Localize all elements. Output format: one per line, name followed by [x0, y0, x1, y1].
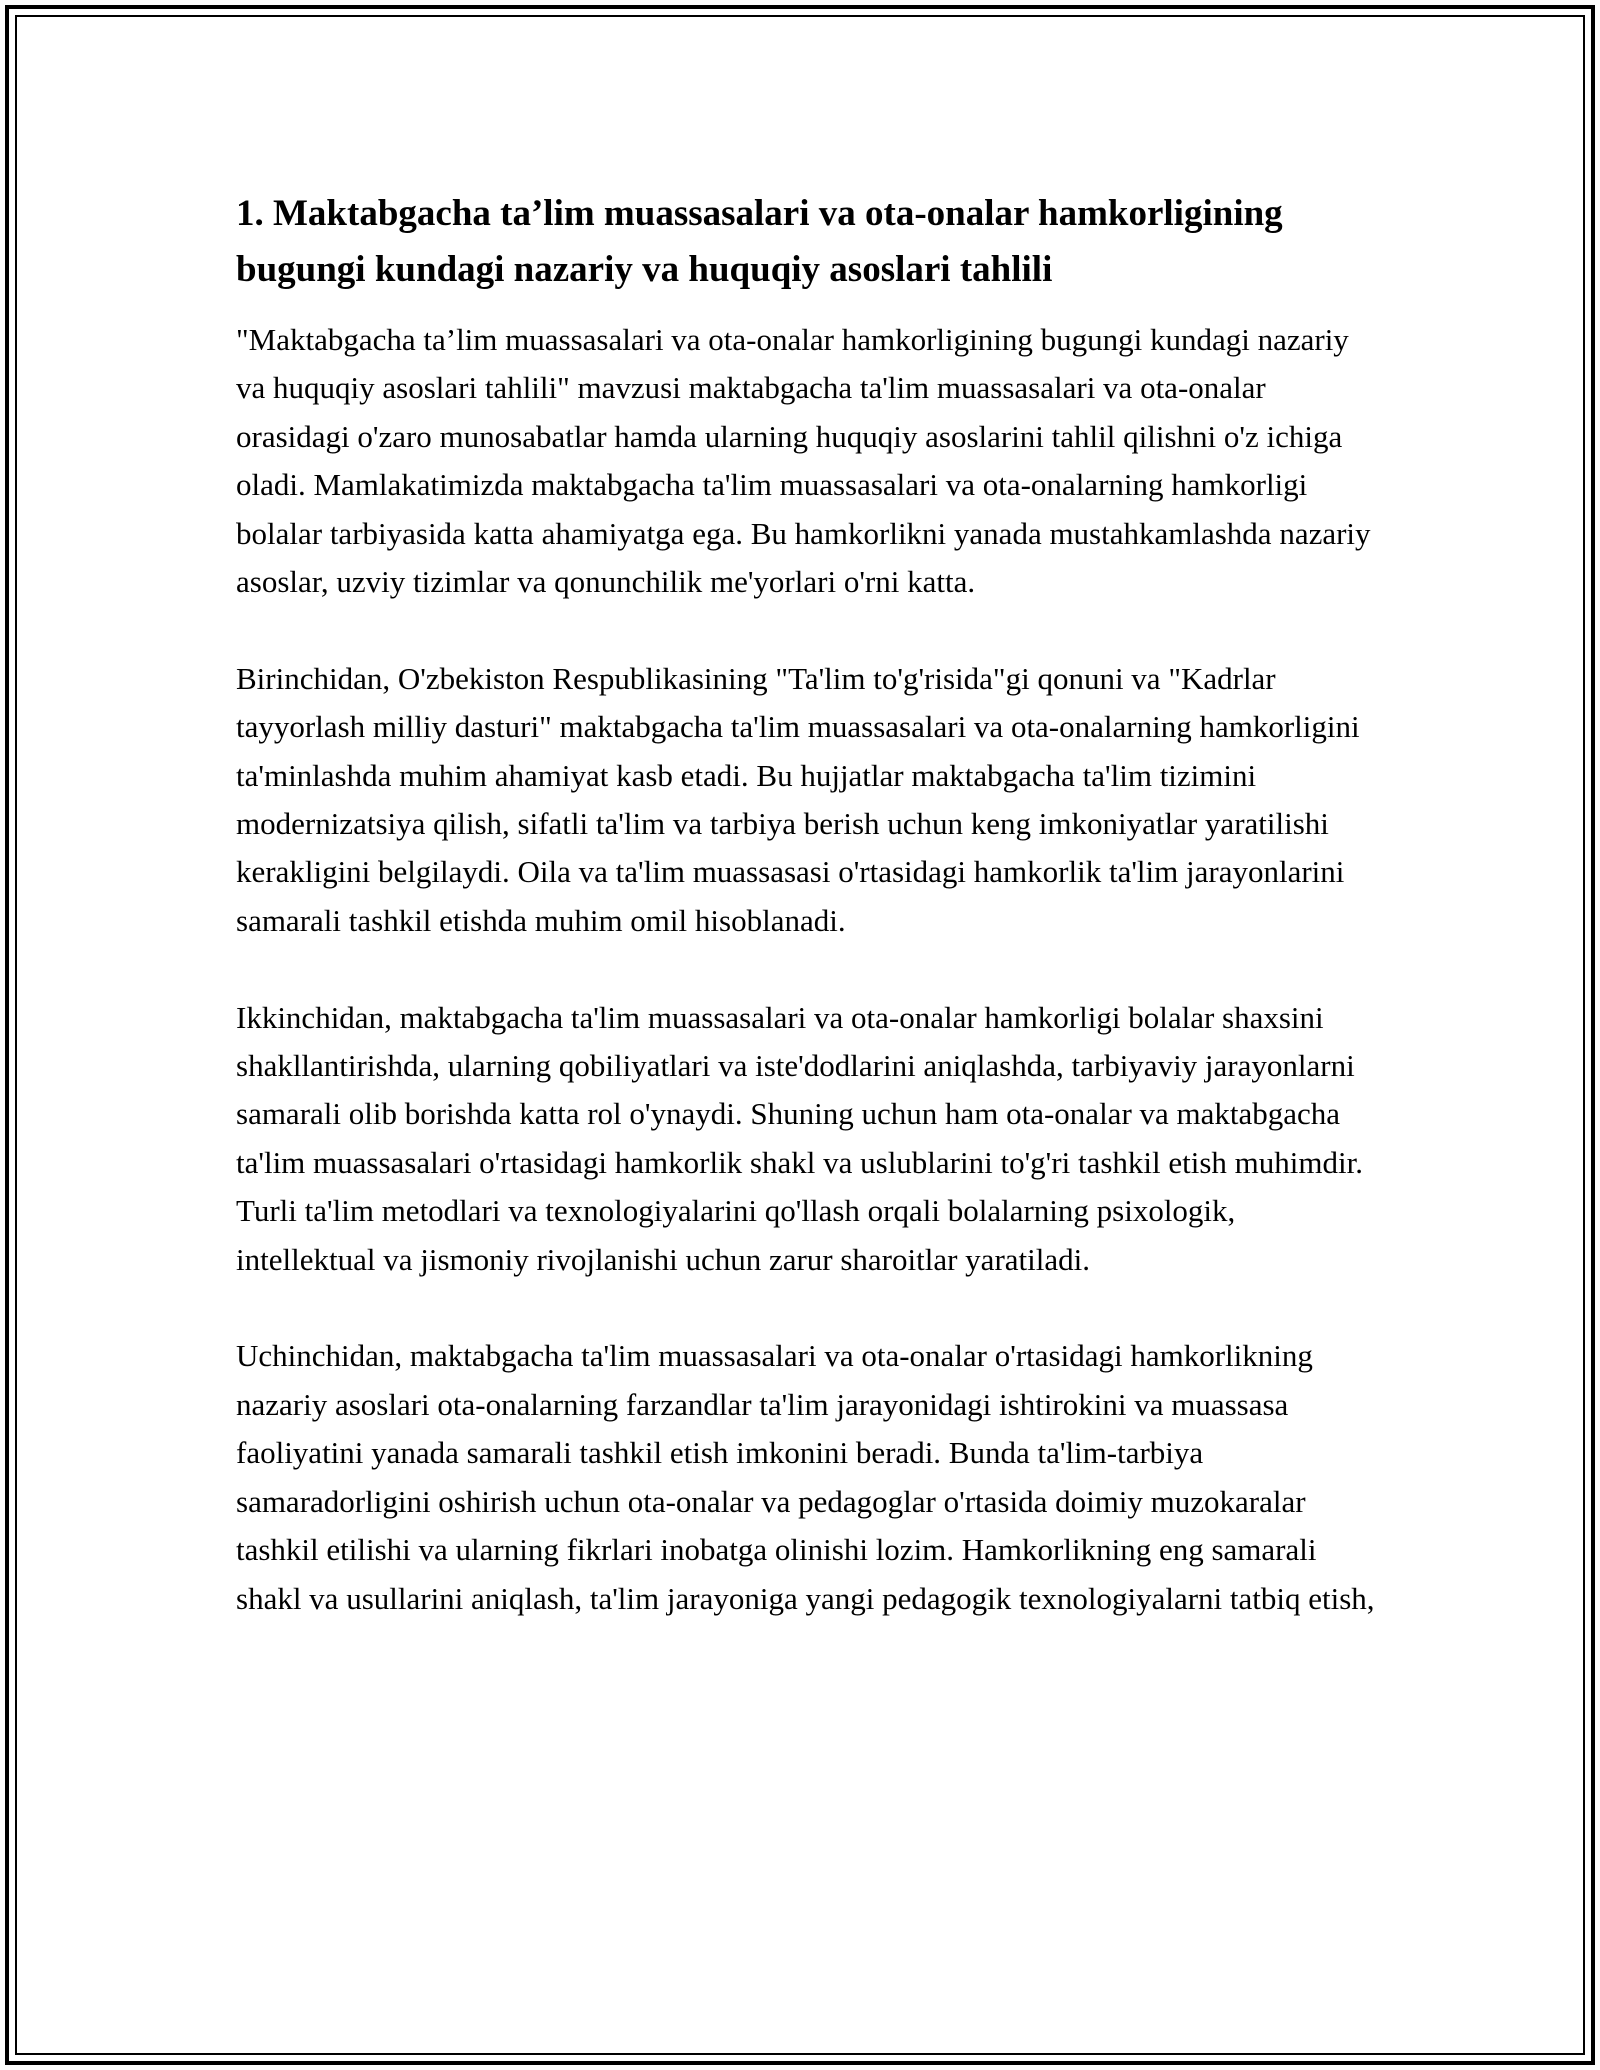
document-body — [236, 186, 1376, 1671]
paragraph-second: Ikkinchidan, maktabgacha ta'lim muassasalari va ota-onalar hamkorligi bolalar shaxsini shakllantirishda, ularning qobiliyatlari va iste'dodlarini aniqlashda, tarbiyaviy jarayonlarni samarali olib borishda katta rol o'ynaydi. Shuning uchun ham ota-onalar va maktabgacha ta'lim muassasalari o'rtasidagi hamkorlik shakl va uslublarini to'g'ri tashkil etish muhimdir. Turli ta'lim metodlari va texnologiyalarini qo'llash orqali bolalarning psixologik, intellektual va jismoniy rivojlanishi uchun zarur sharoitlar yaratiladi. — [236, 999, 1363, 1277]
paragraph-first: Birinchidan, O'zbekiston Respublikasining "Ta'lim to'g'risida"gi qonuni va "Kadrlar tayyorlash milliy dasturi" maktabgacha ta'lim muassasalari va ota-onalarning hamkorligini ta'minlashda muhim ahamiyat kasb etadi. Bu hujjatlar maktabgacha ta'lim tizimini modernizatsiya qilish, sifatli ta'lim va tarbiya berish uchun keng imkoniyatlar yaratilishi kerakligini belgilaydi. Oila va ta'lim muassasasi o'rtasidagi hamkorlik ta'lim jarayonlarini samarali tashkil etishda muhim omil hisoblanadi. — [236, 660, 1360, 938]
paragraph-third: Uchinchidan, maktabgacha ta'lim muassasalari va ota-onalar o'rtasidagi hamkorlikning nazariy asoslari ota-onalarning farzandlar ta'lim jarayonidagi ishtirokini va muassasa faoliyatini yanada samarali tashkil etish imkonini beradi. Bunda ta'lim-tarbiya samaradorligini oshirish uchun ota-onalar va pedagoglar o'rtasida doimiy muzokaralar tashkil etilishi va ularning fikrlari inobatga olinishi lozim. Hamkorlikning eng samarali shakl va usullarini aniqlash, ta'lim jarayoniga yangi pedagogik texnologiyalarni tatbiq etish, — [236, 1338, 1375, 1616]
paragraph-intro: "Maktabgacha ta’lim muassasalari va ota-onalar hamkorligining bugungi kundagi nazariy va huquqiy asoslari tahlili" mavzusi maktabgacha ta'lim muassasalari va ota-onalar orasidagi o'zaro munosabatlar hamda ularning huquqiy asoslarini tahlil qilishni o'z ichiga oladi. Mamlakatimizda maktabgacha ta'lim muassasalari va ota-onalarning hamkorligi bolalar tarbiyasida katta ahamiyatga ega. Bu hamkorlikni yanada mustahkamlashda nazariy asoslar, uzviy tizimlar va qonunchilik me'yorlari o'rni katta. — [236, 322, 1371, 600]
section-heading: 1. Maktabgacha ta’lim muassasalari va ota-onalar hamkorligining bugungi kundagi nazariy va huquqiy asoslari tahlili — [236, 193, 1283, 290]
